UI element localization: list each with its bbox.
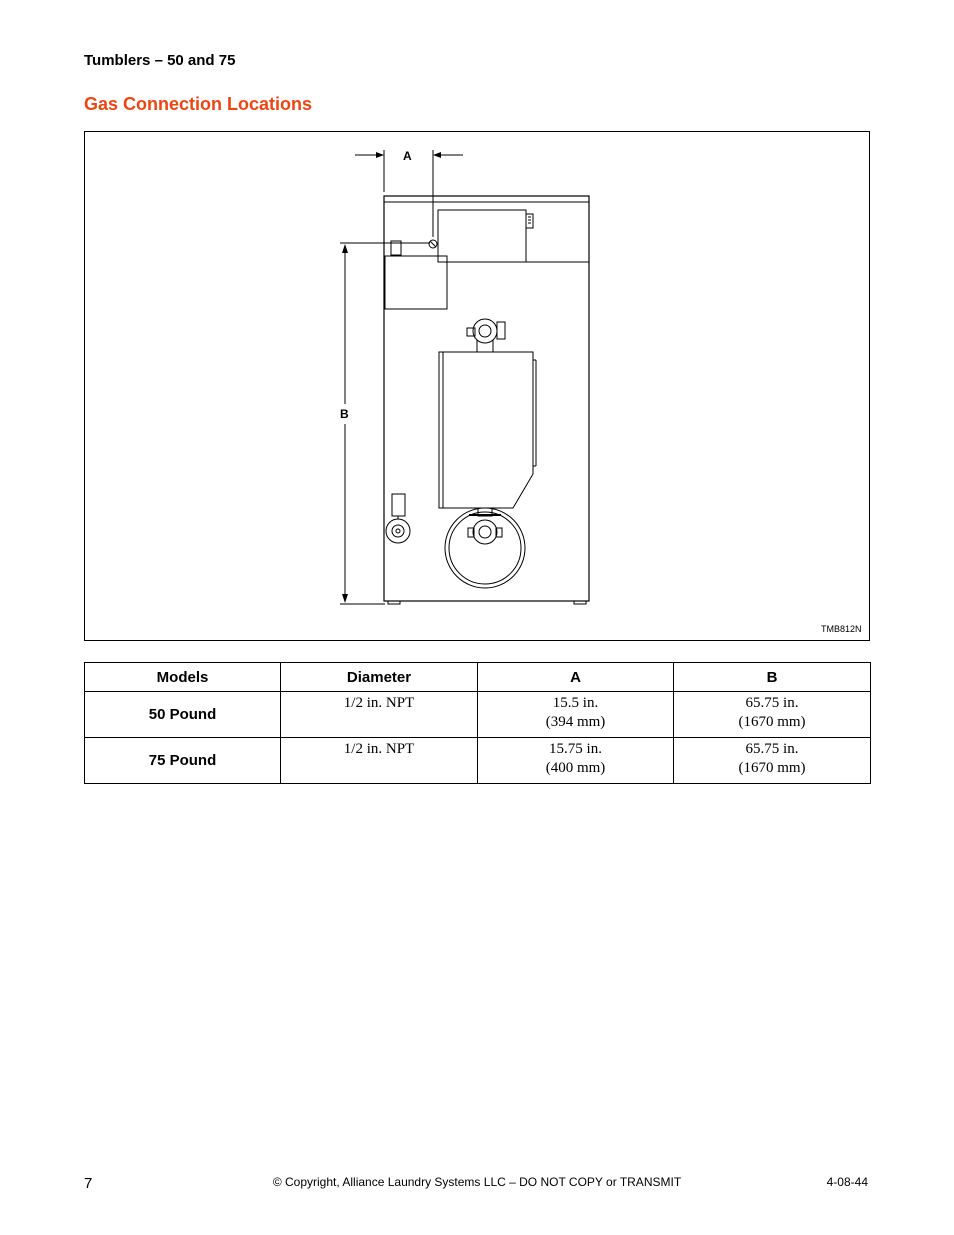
column-header-b: B — [674, 663, 871, 692]
dimension-b-inches: 65.75 in. — [745, 741, 799, 757]
dimension-b-label: B — [340, 407, 349, 421]
diameter-value: 1/2 in. NPT — [343, 741, 415, 757]
copyright-notice: © Copyright, Alliance Laundry Systems LLC – DO NOT COPY or TRANSMIT — [272, 1175, 682, 1189]
model-cell: 50 Pound — [85, 692, 281, 738]
section-heading: Gas Connection Locations — [84, 94, 313, 114]
gas-connection-table — [84, 662, 871, 784]
column-header-diameter: Diameter — [281, 663, 478, 692]
dimension-b-cell — [674, 738, 871, 784]
figure-code: TMB812N — [821, 624, 862, 634]
tumbler-rear-diagram — [85, 132, 869, 640]
dimension-a-inches: 15.75 in. — [549, 741, 602, 757]
table-row — [85, 692, 871, 738]
table-row — [85, 738, 871, 784]
table-header-row — [85, 663, 871, 692]
dimension-a-inches: 15.5 in. — [552, 695, 599, 711]
document-code: 4-08-44 — [826, 1175, 868, 1189]
gas-connection-figure — [84, 131, 870, 641]
dimension-b-mm: (1670 mm) — [738, 760, 806, 776]
dimension-a-label: A — [403, 149, 412, 163]
dimension-a-cell — [478, 692, 674, 738]
dimension-a-mm: (394 mm) — [545, 714, 606, 730]
dimension-b-mm: (1670 mm) — [738, 714, 806, 730]
diameter-cell — [281, 738, 478, 784]
dimension-b-cell — [674, 692, 871, 738]
page-number: 7 — [84, 1175, 93, 1192]
column-header-models: Models — [85, 663, 281, 692]
diameter-value: 1/2 in. NPT — [343, 695, 415, 711]
dimension-b-inches: 65.75 in. — [745, 695, 799, 711]
dimension-a-cell — [478, 738, 674, 784]
page-header-title: Tumblers – 50 and 75 — [84, 52, 236, 69]
model-cell: 75 Pound — [85, 738, 281, 784]
diameter-cell — [281, 692, 478, 738]
dimension-a-mm: (400 mm) — [545, 760, 606, 776]
column-header-a: A — [478, 663, 674, 692]
